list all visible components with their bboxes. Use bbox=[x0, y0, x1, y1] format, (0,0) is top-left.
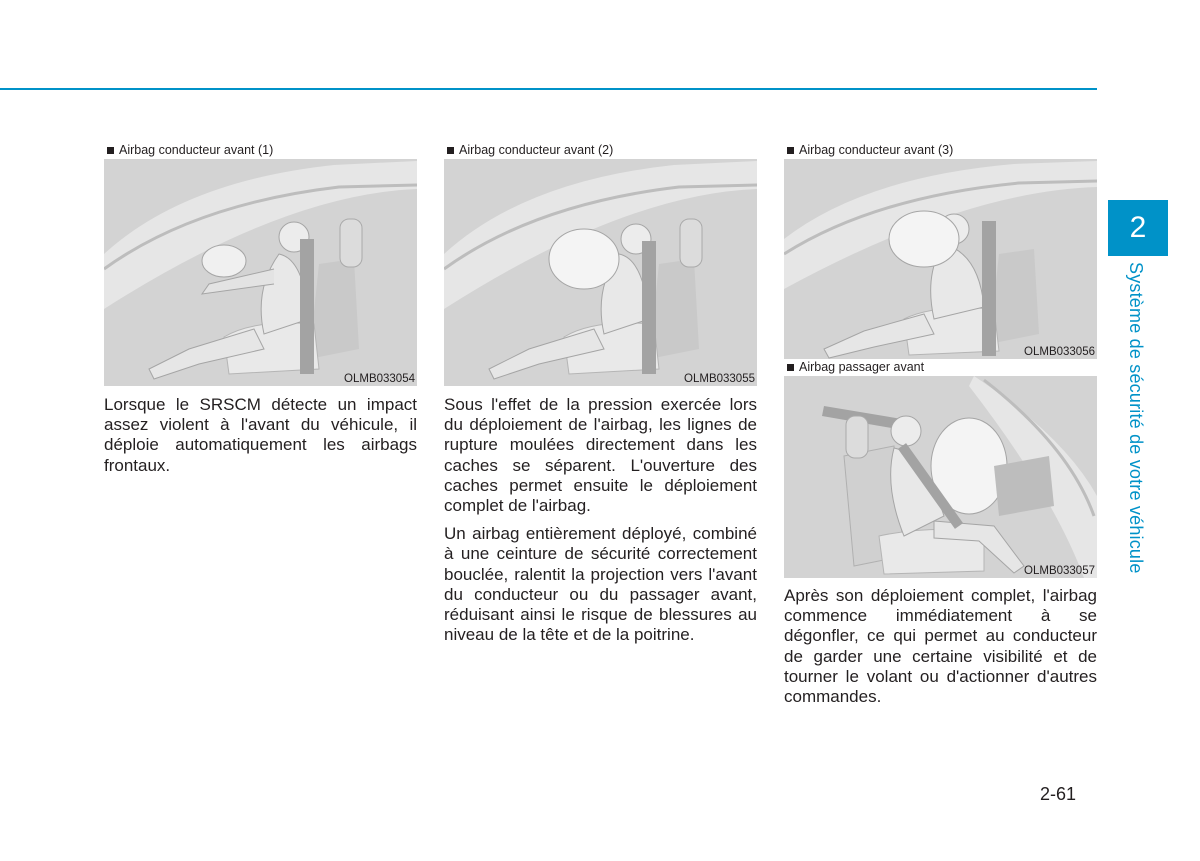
paragraph: Après son déploiement complet, l'airbag commence immédiatement à se dégonfler, ce qui permet au conducteur de garder une certaine visibilité et de tourner le volant ou d'actionner d'autres commandes. bbox=[784, 586, 1097, 707]
square-bullet-icon bbox=[107, 147, 114, 154]
figure-driver-airbag-1 bbox=[104, 141, 417, 386]
figure-driver-airbag-3 bbox=[784, 141, 1097, 359]
figure-caption: Airbag conducteur avant (3) bbox=[784, 141, 1097, 159]
figure-illustration bbox=[104, 159, 417, 386]
paragraph: Sous l'effet de la pression exercée lors du déploiement de l'airbag, les lignes de rupture moulées directement dans les caches se séparent. L'ouverture des caches permet ensuite le déploiement complet de l'airbag. bbox=[444, 395, 757, 516]
driver-airbag-1-illustration bbox=[104, 159, 417, 386]
figure-code: OLMB033054 bbox=[344, 373, 415, 385]
text-column-1 bbox=[104, 395, 417, 484]
chapter-number: 2 bbox=[1129, 211, 1147, 244]
figure-code: OLMB033056 bbox=[1024, 346, 1095, 358]
chapter-title: Système de sécurité de votre véhicule bbox=[1126, 262, 1146, 574]
square-bullet-icon bbox=[787, 364, 794, 371]
paragraph: Lorsque le SRSCM détecte un impact assez violent à l'avant du véhicule, il déploie automatiquement les airbags frontaux. bbox=[104, 395, 417, 475]
paragraph: Un airbag entièrement déployé, combiné à une ceinture de sécurité correctement bouclée, ralentit la projection vers l'avant du conducteur ou du passager avant, réduisant ainsi le risque de blessures au niveau de la tête et de la poitrine. bbox=[444, 524, 757, 645]
figure-illustration bbox=[444, 159, 757, 386]
text-column-3 bbox=[784, 586, 1097, 715]
figure-driver-airbag-2 bbox=[444, 141, 757, 386]
square-bullet-icon bbox=[787, 147, 794, 154]
figure-code: OLMB033055 bbox=[684, 373, 755, 385]
square-bullet-icon bbox=[447, 147, 454, 154]
text-column-2 bbox=[444, 395, 757, 653]
driver-airbag-3-illustration bbox=[784, 159, 1097, 359]
figure-caption: Airbag passager avant bbox=[784, 358, 1097, 376]
chapter-number-tab[interactable] bbox=[1108, 200, 1168, 256]
header-rule bbox=[0, 88, 1097, 90]
passenger-airbag-illustration bbox=[784, 376, 1097, 578]
figure-code: OLMB033057 bbox=[1024, 565, 1095, 577]
figure-illustration bbox=[784, 159, 1097, 359]
figure-caption: Airbag conducteur avant (2) bbox=[444, 141, 757, 159]
driver-airbag-2-illustration bbox=[444, 159, 757, 386]
page-number: 2-61 bbox=[1040, 784, 1077, 804]
figure-passenger-airbag bbox=[784, 358, 1097, 578]
figure-caption: Airbag conducteur avant (1) bbox=[104, 141, 417, 159]
figure-illustration bbox=[784, 376, 1097, 578]
